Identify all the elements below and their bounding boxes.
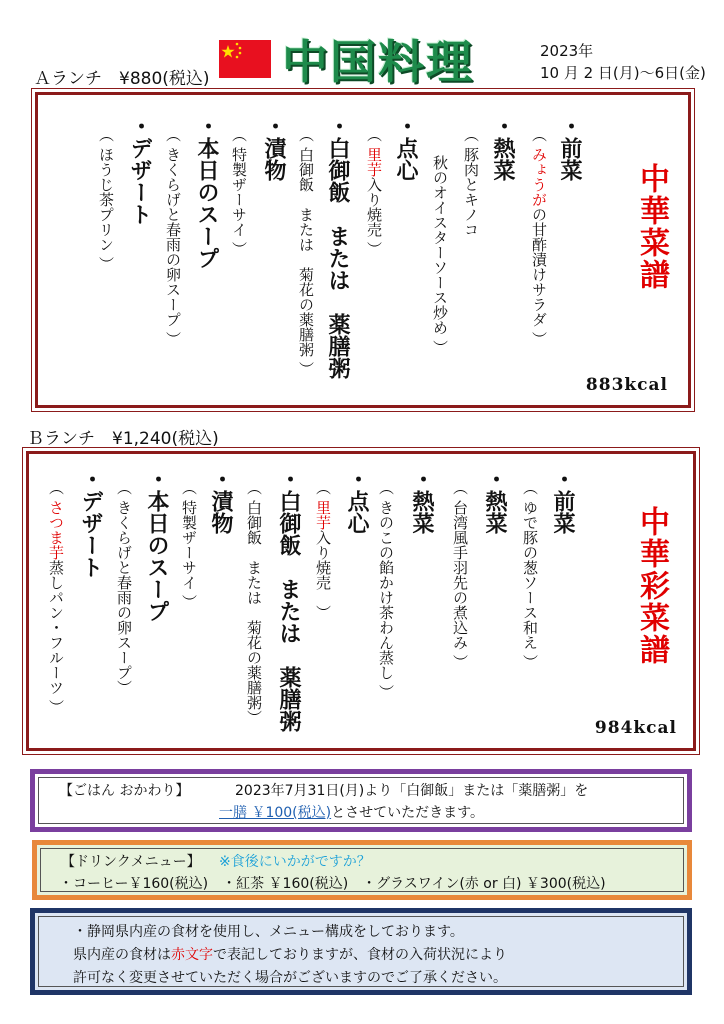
a-course-1: ・前菜 [557,115,582,181]
lunch-a-menu [35,92,691,408]
a-course-7: ・デザート [127,115,152,225]
china-flag-icon [219,40,271,78]
b-course-5: ・白御飯 または 薬膳粥 [276,468,301,732]
rice-refill-price-link[interactable]: 一膳 ￥100(税込) [219,805,332,821]
a-course-6: ・本日のスープ [194,115,219,269]
b-detail-1: （ ゆで豚の葱ソース和え ） [521,480,539,670]
b-course-8: ・デザート [78,468,103,578]
a-course-4: ・白御飯 または 薬膳粥 [325,115,350,379]
date-range: 10 月 2 日(月)～6日(金) [540,64,706,82]
drink-menu-items: ・コーヒー￥160(税込) ・紅茶 ￥160(税込) ・グラスワイン(赤 or 白) ￥300(税込) [59,876,606,892]
rice-refill-heading: 【ごはん おかわり】 [59,783,190,799]
drink-menu-heading: 【ドリンクメニュー】 [61,854,201,870]
lunch-b-menu [26,451,696,751]
b-course-6: ・漬物 [208,468,233,534]
b-detail-6: （ 特製ザーサイ ） [180,480,198,610]
lunch-a-label: Ａランチ ¥880(税込) [34,69,210,89]
drink-menu-box [32,840,692,900]
b-detail-3: （ きのこの餡かけ茶わん蒸し ） [377,480,395,700]
rice-refill-text-2: 一膳 ￥100(税込)とさせていただきます。 [219,805,484,821]
a-detail-6: （ きくらげと春雨の卵スープ ） [164,127,182,347]
b-detail-5: （ 白御飯 または 菊花の薬膳粥） [245,480,263,725]
a-course-3: ・点心 [393,115,418,181]
date-year: 2023年 [540,42,594,60]
b-course-7: ・本日のスープ [144,468,169,622]
b-course-3: ・熱菜 [409,468,434,534]
a-detail-1: （ みょうがの甘酢漬けサラダ ） [530,127,548,347]
rice-refill-text-1: 2023年7月31日(月)より「白御飯」または「薬膳粥」を [235,783,589,799]
b-detail-2: （ 台湾風手羽先の煮込み ） [451,480,469,670]
note-line-1: ・静岡県内産の食材を使用し、メニュー構成をしております。 [73,924,464,940]
notes-box [30,908,692,995]
a-detail-2b: 秋のオイスターソース炒め ） [431,155,449,355]
lunch-b-kcal: 984kcal [594,718,677,738]
lunch-a-menu-title: 中華菜譜 [634,163,669,291]
a-detail-7: （ ほうじ茶プリン ） [97,127,115,272]
a-detail-2a: （ 豚肉とキノコ [462,127,480,237]
lunch-a-kcal: 883kcal [585,375,668,395]
b-course-4: ・点心 [344,468,369,534]
b-course-2: ・熱菜 [482,468,507,534]
drink-menu-suggestion: ※食後にいかがですか？ [219,854,371,870]
rice-refill-box [30,769,692,832]
b-course-1: ・前菜 [550,468,575,534]
b-detail-7: （ きくらげと春雨の卵スープ） [115,480,133,695]
a-detail-3: （ 里芋入り焼売 ） [365,127,383,257]
a-course-2: ・熱菜 [490,115,515,181]
lunch-b-label: Ｂランチ ¥1,240(税込) [27,429,219,449]
page-title: 中国料理 [282,35,474,89]
note-line-3: 許可なく変更させていただく場合がございますのでご了承ください。 [73,970,507,986]
lunch-b-menu-title: 中華彩菜譜 [634,506,669,666]
a-detail-5: （ 特製ザーサイ ） [230,127,248,257]
a-detail-4: （ 白御飯 または 菊花の薬膳粥 ） [297,127,315,377]
b-detail-4: （ 里芋入り焼売 ） [314,480,332,620]
a-course-5: ・漬物 [261,115,286,181]
note-line-2: 県内産の食材は赤文字で表記しておりますが、食材の入荷状況により [73,947,507,963]
b-detail-8: （ さつま芋蒸しパン・フルーツ ） [47,480,65,715]
